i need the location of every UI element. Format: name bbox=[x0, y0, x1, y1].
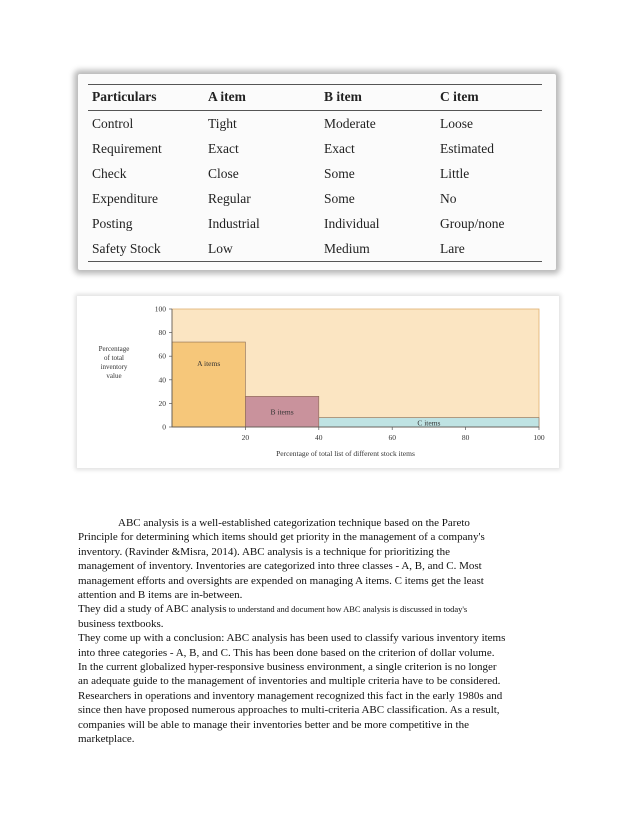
paragraph-line: companies will be able to manage their inventories better and be more competitive in the bbox=[78, 718, 469, 731]
table-row bbox=[88, 161, 542, 186]
table-cell: Posting bbox=[92, 215, 133, 231]
header-a-item: A item bbox=[204, 85, 320, 111]
header-c-item: C item bbox=[436, 85, 542, 111]
y-axis-label-line: value bbox=[106, 372, 122, 380]
y-tick-label: 60 bbox=[158, 351, 166, 361]
bar-label: B items bbox=[270, 407, 294, 417]
abc-comparison-table bbox=[88, 84, 542, 262]
x-tick-label: 80 bbox=[461, 433, 470, 442]
paragraph-line: into three categories - A, B, and C. This has been done based on the criterion of dollar volume. bbox=[78, 646, 495, 659]
y-tick-label: 80 bbox=[158, 328, 166, 338]
table-cell: Group/none bbox=[440, 215, 505, 231]
paragraph-line: business textbooks. bbox=[78, 617, 164, 630]
y-axis-label-line: Percentage bbox=[98, 345, 130, 353]
table-row bbox=[88, 186, 542, 211]
paragraph-line: inventory. (Ravinder &Misra, 2014). ABC analysis is a technique for prioritizing the bbox=[78, 545, 450, 558]
table-cell: Industrial bbox=[208, 215, 260, 231]
table-cell: Moderate bbox=[324, 115, 376, 131]
y-tick-label: 0 bbox=[162, 422, 166, 432]
body-text bbox=[78, 516, 558, 747]
table-cell: Check bbox=[92, 165, 127, 181]
table-cell: Some bbox=[324, 165, 355, 181]
table-cell: Lare bbox=[436, 236, 542, 262]
y-axis-label-line: of total bbox=[103, 354, 125, 362]
header-particulars: Particulars bbox=[88, 85, 204, 111]
table-cell: Tight bbox=[208, 115, 237, 131]
abc-pareto-chart bbox=[77, 296, 559, 468]
header-b-item: B item bbox=[320, 85, 436, 111]
paragraph-line: since then have proposed numerous approaches to multi-criteria ABC classification. As a result, bbox=[78, 704, 500, 717]
paragraph-line: management efforts and oversights are expended on managing A items. C items get the least bbox=[78, 574, 484, 587]
table-row bbox=[88, 211, 542, 236]
table-cell: Estimated bbox=[440, 140, 494, 156]
table-cell: No bbox=[440, 190, 457, 206]
paragraph-line: marketplace. bbox=[78, 733, 135, 746]
x-tick-label: 60 bbox=[388, 433, 396, 442]
table-cell: Individual bbox=[324, 215, 380, 231]
table-cell: Little bbox=[440, 165, 470, 181]
paragraph-line: ABC analysis is a well-established categorization technique based on the Pareto bbox=[118, 517, 470, 529]
table-row bbox=[88, 136, 542, 161]
bar-a-items bbox=[172, 342, 245, 427]
table-cell: Requirement bbox=[92, 140, 162, 156]
paragraph-line bbox=[78, 602, 558, 616]
table-cell: Medium bbox=[320, 236, 436, 262]
table-cell: Exact bbox=[208, 140, 239, 156]
x-axis-label: Percentage of total list of different stock items bbox=[276, 449, 415, 458]
y-tick-label: 100 bbox=[154, 304, 166, 314]
y-axis-label bbox=[99, 345, 130, 380]
table-cell: Exact bbox=[324, 140, 355, 156]
table-cell: Low bbox=[204, 236, 320, 262]
x-tick-label: 20 bbox=[241, 433, 250, 442]
table-header-row bbox=[88, 85, 542, 111]
bar-label: A items bbox=[197, 359, 221, 369]
table-cell: Regular bbox=[208, 190, 251, 206]
abc-comparison-table-figure bbox=[78, 74, 556, 270]
table-row bbox=[88, 111, 542, 137]
y-tick-label: 20 bbox=[158, 398, 166, 408]
paragraph-line: Researchers in operations and inventory management recognized this fact in the early 1980s and bbox=[78, 689, 503, 702]
paragraph-line: Principle for determining which items should get priority in the management of a company's bbox=[78, 531, 485, 544]
para2-small-text: to understand and document how ABC analysis is discussed in today's bbox=[226, 604, 468, 615]
x-tick-label: 40 bbox=[315, 433, 323, 442]
para2-start: They did a study of ABC analysis bbox=[78, 603, 227, 616]
table-cell: Safety Stock bbox=[88, 236, 204, 262]
y-axis-label-line: inventory bbox=[100, 363, 128, 371]
x-tick-label: 100 bbox=[533, 433, 545, 442]
paragraph-line: They come up with a conclusion: ABC analysis has been used to classify various inventory items bbox=[78, 632, 506, 645]
table-row bbox=[88, 236, 542, 262]
paragraph-line: attention and B items are in-between. bbox=[78, 589, 243, 602]
paragraph-line: In the current globalized hyper-responsive business environment, a single criterion is no longer bbox=[78, 661, 497, 674]
table-cell: Loose bbox=[440, 115, 473, 131]
paragraph-line: an adequate guide to the management of inventories and multiple criteria have to be considered. bbox=[78, 675, 501, 688]
bar-label: C items bbox=[417, 418, 441, 428]
table-cell: Control bbox=[92, 115, 134, 131]
paragraph-line: management of inventory. Inventories are categorized into three classes - A, B, and C. Most bbox=[78, 560, 482, 573]
abc-pareto-chart-figure bbox=[77, 296, 559, 468]
table-cell: Close bbox=[208, 165, 239, 181]
table-cell: Expenditure bbox=[92, 190, 158, 206]
table-cell: Some bbox=[324, 190, 355, 206]
y-tick-label: 40 bbox=[158, 375, 166, 385]
